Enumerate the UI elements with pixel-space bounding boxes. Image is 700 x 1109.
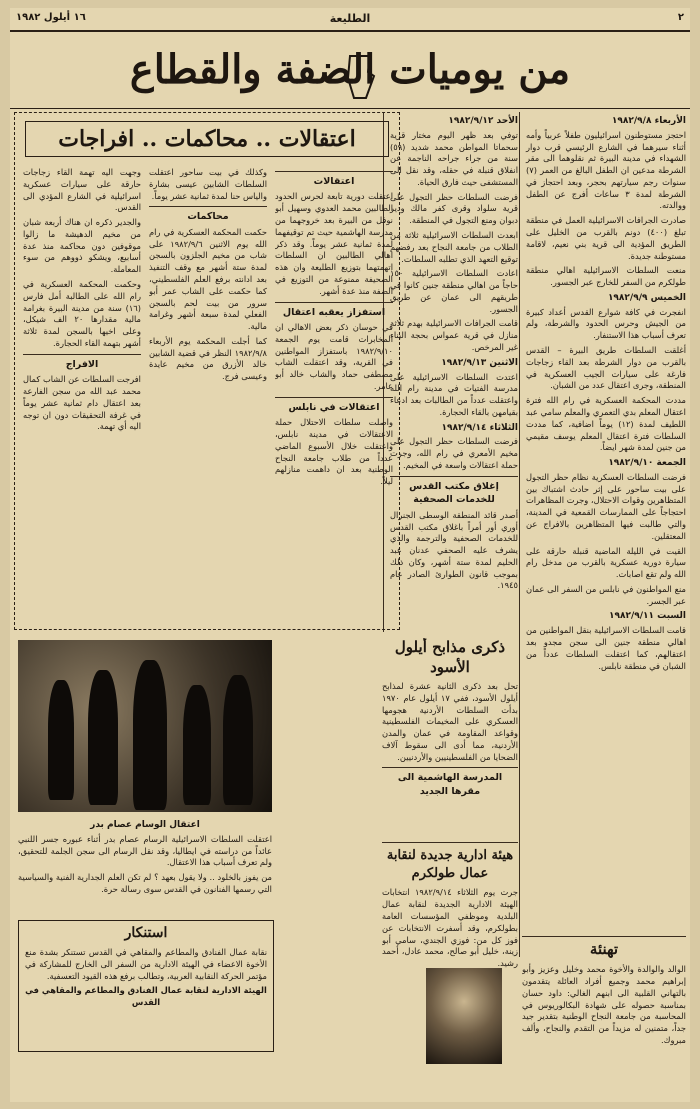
box-text: والجدير ذكره ان هناك أربعة شبان من مخيم الدهيشة ما زالوا موقوفين دون محاكمة منذ عدة أسابيع، ويشكو ذووهم من سوء المعاملة. [23,217,141,275]
box-title: اعتقالات .. محاكمات .. افراجات [25,121,389,157]
box-text: كما أجلت المحكمة يوم الأربعاء ١٩٨٢/٩/٨ النظر في قضية الشابين خالد الأزرق من مخيم عايدة وعيسى فرج. [149,335,267,382]
diary-date: السبت ١٩٨٢/٩/١١ [609,611,686,622]
dhikra-text: تحل بعد ذكرى الثانية عشرة لمذابح أيلول الأسود، ففي ١٧ أيلول عام ١٩٧٠ بدأت السلطات الأردنية هجومها العسكري على المخيمات الفلسطينية وقواعد المقاومة في عمان والمدن الأردنية، مما أدى الى سقوط آلاف الضحايا من الفلسطينيين والأردنيين. [382,681,518,762]
box-subtitle: اعتقالات [275,171,393,188]
diary-date: الثلاثاء ١٩٨٢/٩/١٤ [441,422,518,433]
box-text: افرجت السلطات عن الشاب كمال محمد عبد الله من سجن الفارعة بعد اعتقال دام ثمانية عشر يوماً في غرفة التحقيقات دون ان توجه اليه أي تهمة. [23,374,141,432]
diary-date: الاثنين ١٩٨٢/٩/١٣ [441,357,518,368]
istinkar-text: نقابة عمال الفنادق والمطاعم والمقاهي في القدس تستنكر بشدة منع الأخوة الاعضاء في الهيئة الادارية من السفر الى الخارج للمشاركة في مؤتمر الحركة النقابية العربية، وتطالب برفع هذه القيود التعسفية. [25,947,267,981]
diary-text: توفي بعد ظهر اليوم مختار قرية سحماتا المواطن محمد شديد (٥٩) سنة من جراء جراحه الناجمة عن انفلاق قنبلة في حقله، وقد نقل الى المستشفى حيث فارق الحياة. [390,129,518,187]
hayaa-text: جرت يوم الثلاثاء ١٩٨٢/٩/١٤ انتخابات الهيئة الادارية الجديدة لنقابة عمال البلدية وموظفي المؤسسات العامة بطولكرم، وقد أسفرت الانتخابات عن فوز كل من: فوزي الجندي، سامي أبو زينة، خليل أبو صالح، محمد عادل، أحمد رشيد. [382,887,518,969]
hayaa-title: هيئة ادارية جديدة لنقابة عمال طولكرم [386,848,514,882]
diary-text: فرضت السلطات حظر التجول على قرية سلواد وقرى كفر مالك ودير دبوان ومنع التجول في المنطقة. [390,191,518,226]
box-text: وكذلك في بيت ساحور اعتقلت السلطات الشابين عيسى بشارة والياس حنا لمدة ثمانية عشر يوماً. [149,167,267,201]
diary-text: اعتدت السلطات الاسرائيلية على مدرسة الفتيات في مدينة رام الله واعتقلت عدداً من الطالبات بعد ادعاء بقيامهن بالقاء الحجارة. [390,371,518,417]
diary-text: منعت السلطات الاسرائيلية اهالي منطقة طولكرم من السفر للخارج عبر الجسور. [526,265,686,288]
paper-name: الطليعة [329,12,371,25]
arrests-box [14,112,400,630]
diary-text: احتجز مستوطنون اسرائيليون طفلاً عربياً وأمه أثناء سيرهما في الشارع الرئيسي قرب دوار الشهداء في مدينة البيرة ثم نقلوهما الى مقر الشرطة مدعين ان الطفل البالغ من العمر (٧) سنوات رجم سيارتهم بحجر، وبعد احتجاز في الشرطة لمدة ٣ ساعات أفرج عن الطفل ووالدته. [526,129,686,211]
middle-column [383,112,518,632]
diary-text: صادرت الجرافات الاسرائيلية العمل في منطقة تبلغ (٤٠٠) دونم بالقرب من الخليل على الطريق المؤدية الى قرية بني نعيم، لاقامة مستوطنة جديدة. [526,215,686,261]
box-subtitle: الافراج [23,354,141,371]
diary-date: الأحد ١٩٨٢/٩/١٢ [448,116,518,126]
diary-text: فرضت السلطات العسكرية نظام حظر التجول على بيت ساحور على إثر حادث اشتباك بين المتظاهرين وقوات الاحتلال، وجرت المظاهرات احتجاجاً على الممارسات القمعية في المدينة، والتي طالبت فيها المتظاهرين بالافراج عن المعتقلين. [526,471,686,541]
box-text: واصلت سلطات الاحتلال حملة الاعتقالات في مدينة نابلس، واعتقلت خلال الأسبوع الماضي عدداً من طلاب جامعة النجاح الوطنية بعد ان داهمت منازلهم ليلاً. [275,417,393,487]
box-subtitle: استفزاز يعقبه اعتقال [275,302,393,319]
photo-caption-area [18,816,272,914]
diary-date: الجمعة ١٩٨٢/٩/١٠ [608,458,686,469]
page-header [10,8,690,32]
tahnia-text: الوالد والوالدة والأخوة محمد وخليل وعزيز وأبو إبراهيم محمد وجميع أفراد العائلة يتقدمون بالتهاني القلبية الى ابنهم الغالي: داود حسان بمناسبة حصوله على شهادة البكالوريوس في المحاسبة من جامعة النجاح الوطنية بتقدير جيد جداً، متمنين له مزيداً من التقدم والنجاح، وألف مبروك. [522,964,686,1045]
map-icon [340,52,380,102]
box-subtitle: محاكمات [149,206,267,223]
subtitle: إغلاق مكتب القدس للخدمات الصحفية [390,476,518,507]
portrait-photo [426,968,502,1064]
box-col-1 [275,167,393,623]
dhikra-section [382,638,518,838]
istinkar-body [25,947,267,1047]
box-text: حكمت المحكمة العسكرية في رام الله يوم الاثنين ١٩٨٢/٩/٦ على شاب من مخيم الجلزون بالسجن لمدة ستة أشهر مع وقف التنفيذ بعد ادانته برفع العلم الفلسطيني، كما حكمت على الشاب عمر أبو سرور من بيت لحم بالسجن الفعلي لمدة سبعة أشهر وغرامة مالية. [149,226,267,332]
diary-text: مددت المحكمة العسكرية في رام الله فترة اعتقال المعلم بدي التعمري والمعلم سامي عبد اللطيف لمدة (١٢) يوماً اضافية، كما مددت السلطات فترة اعتقال المعلم يوسف مقيمي من جنين لمدة شهر ايضاً. [526,395,686,453]
diary-text: أغلقت السلطات طريق البيرة – القدس بالقرب من دوار الشرطة بعد القاء زجاجات فارغة على سيارات الجيب العسكرية في المنطقة، وجرى اعتقال عدد من الشبان. [526,345,686,391]
dhikra-title: ذكرى مذابح أيلول الأسود [394,638,506,676]
diary-text: فرضت السلطات حظر التجول على مخيم الأمعري في رام الله، وجرت حملة اعتقالات واسعة في المخيم. [390,436,518,471]
box-text: اعتقلت دورية تابعة لحرس الحدود الطالبين محمد العدوي وسهيل أبو نوفل من البيرة بعد خروجهما من مدرسة الهاشمية حيث تم توقيفهما لمدة ثمانية عشر يوماً. وقد ذكر اهالي الطالبين ان السلطات اتهمتهما بتوزيع الطليعة وان هذه الصحيفة ممنوعة من التوزيع في الضفة منذ عدة أشهر. [275,191,393,296]
right-column [519,112,686,957]
diary-text: قامت الجرافات الاسرائيلية بهدم ثلاثة منازل في قرية عمواس بحجة البناء غير المرخص. [390,318,518,353]
photo-caption: اعتقال الوسام عصام بدر [90,820,200,830]
diary-text: أصدر قائد المنطقة الوسطى الجنرال أوري أور أمراً باغلاق مكتب القدس للخدمات الصحفية والترجمة والذي يشرف عليه الصحفي عدنان عبد الحليم لمدة ستة أشهر، وكان ذلك بموجب قانون الطوارئ الصادر عام ١٩٤٥. [390,509,518,591]
diary-date: الأربعاء ١٩٨٢/٩/٨ [611,116,686,126]
istinkar-signature: الهيئة الادارية لنقابة عمال الفنادق والمطاعم والمقاهي في القدس [25,985,267,1008]
diary-date: الخميس ١٩٨٢/٩/٩ [607,292,686,303]
tahnia-section [522,936,686,1097]
box-col-2 [149,167,267,623]
box-subtitle: اعتقالات في نابلس [275,397,393,414]
box-text: وجهت اليه تهمة القاء زجاجات حارقة على سيارات عسكرية اسرائيلية في الشارع المؤدي الى القدس. [23,167,141,213]
banner [10,38,690,109]
diary-text: ابعدت السلطات الاسرائيلية ثلاثة من الطلاب من جامعة النجاح بعد رفضهم توقيع التعهد الذي تطلبه السلطات. [390,230,518,264]
diary-text: القيت في الليلة الماضية قنبلة حارقة على سيارة دورية عسكرية بالقرب من مدخل رام الله ولم تقع اصابات. [526,545,686,580]
istinkar-box [18,920,274,1052]
diary-text: اعادت السلطات الاسرائيلية ١٥٠ حاجاً من اهالي منطقة جنين كانوا في طريقهم الى عمان عن طريق الجسور. [390,268,518,314]
istinkar-title: استنكار [124,925,168,941]
diary-text: انفجرت في كافة شوارع القدس أعداد كبيرة من الجيش وحرس الحدود والشرطة، ولم تعرف أسباب هذا الاستنفار. [526,306,686,341]
box-text: في حوسان ذكر بعض الاهالي ان المخابرات قامت يوم الجمعة ١٩٨٢/٩/١٠ باستفزاز المواطنين في القرية، وقد اعتقلت الشاب مصطفى حماد والشاب خالد أبو عامر. [275,322,393,391]
protest-photo [18,640,272,812]
photo-text: اعتقلت السلطات الاسرائيلية الرسام عصام بدر أثناء عبوره جسر اللنبي عائداً من دراسته في ايطاليا، وقد نقل الرسام الى سجن الجلمة للتحقيق، ولم تعرف أسباب هذا الاعتقال. [18,833,272,868]
diary-text: منع المواطنون في نابلس من السفر الى عمان عبر الجسر. [526,583,686,606]
box-text: وحكمت المحكمة العسكرية في رام الله على الطالبة أمل فارس (١٦) سنة من مدينة البيرة بغرامة مالية مقدارها ٢٠ الف شيكل، وعلى اخيها بالسجن لمدة ثلاثة أشهر بتهمة القاء الحجارة. [23,279,141,348]
tahnia-title: تهنئة [589,940,619,958]
newspaper-page [10,8,690,1102]
banner-title: من يوميات الضفة والقطاع [129,46,571,93]
dhikra-closing: المدرسة الهاشمية الى مقرها الجديد [382,767,518,798]
header-date: ١٦ أيلول ١٩٨٢ [16,12,86,23]
diary-text: قامت السلطات الاسرائيلية بنقل المواطنين من اهالي منطقة جنين الى سجن مجدو بعد اعتقالهم، كما اعتقلت السلطات عدداً من الشبان في منطقة نابلس. [526,625,686,671]
box-col-3 [23,167,141,623]
photo-text-2: من يفوز بالخلود .. ولا يقول بعهد ؟ لم تكن العلم الجدارية الفنية والسياسية التي رسمها الفنانون في القدس سوى رسالة حرة. [18,872,272,894]
page-number: ٢ [677,12,684,23]
